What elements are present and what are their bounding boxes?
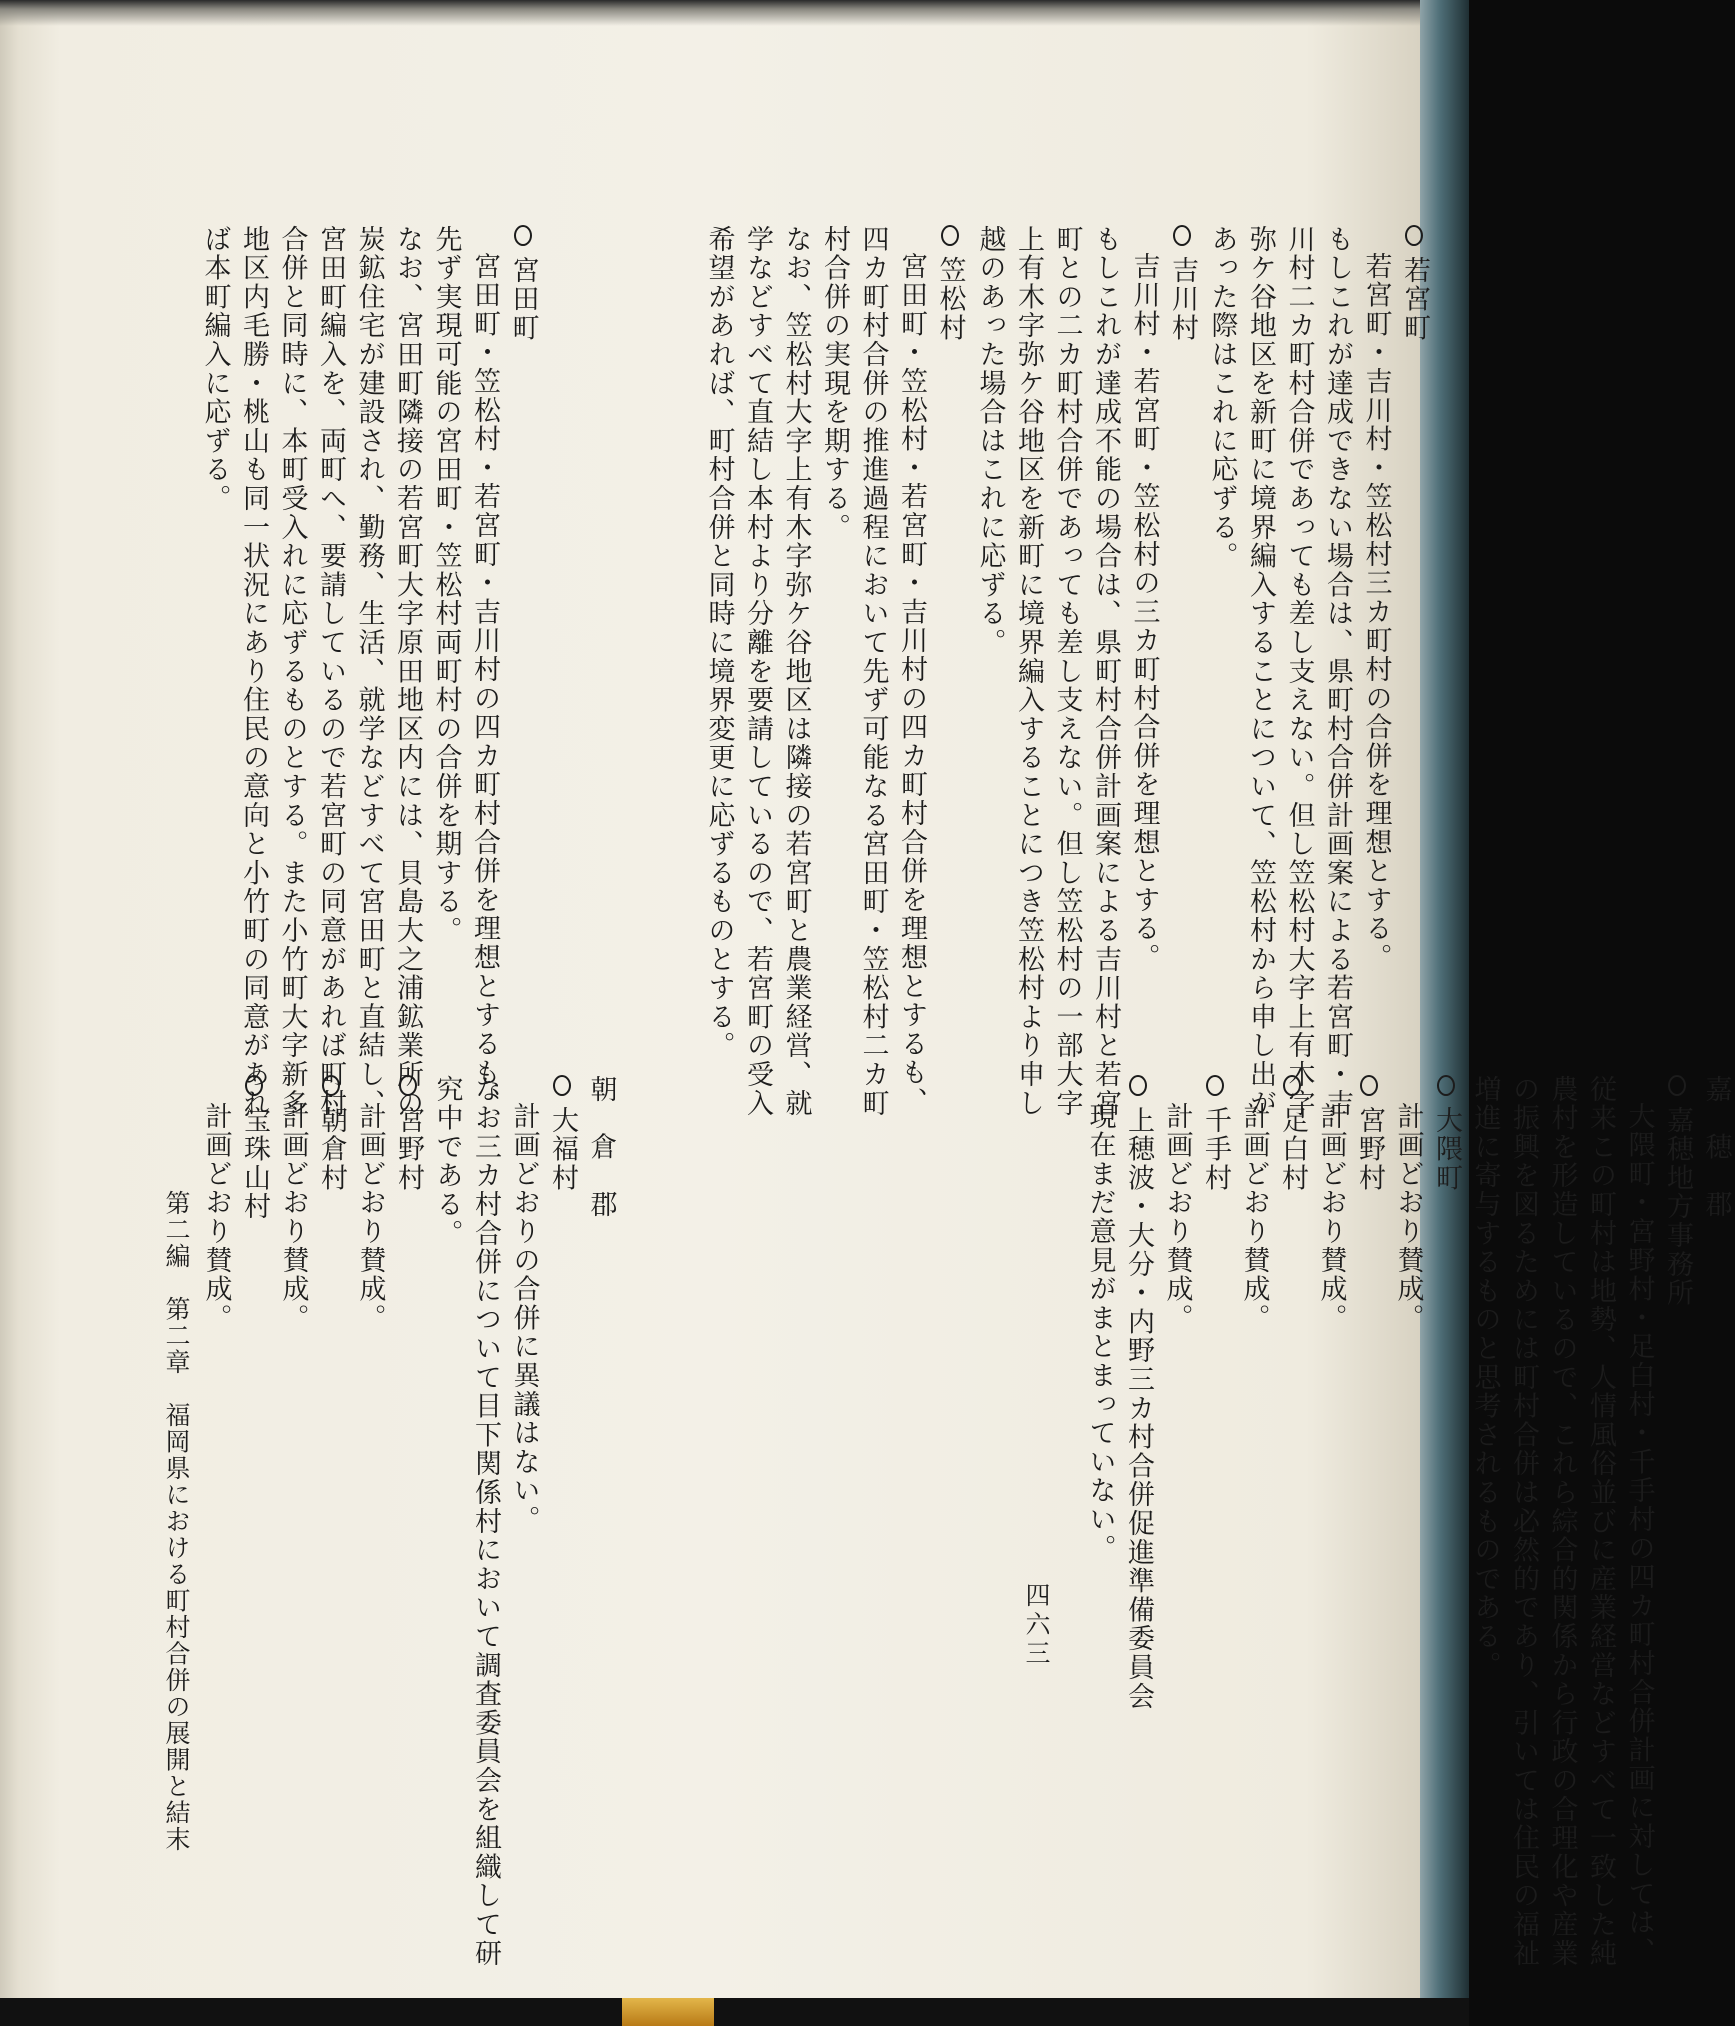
text-line: 若宮町・吉川村・笠松村三カ町村の合併を理想とする。: [1360, 252, 1392, 972]
circle-bullet-icon: [553, 1075, 571, 1096]
running-footer: 第二編 第二章 福岡県における町村合併の展開と結末: [162, 1190, 191, 1853]
text-line: 地区内毛勝・桃山も同一状況にあり住民の意向と小竹町の同意があれ: [238, 225, 269, 1118]
circle-bullet-icon: [245, 1075, 263, 1096]
text-line: 希望があれば、町村合併と同時に境界変更に応ずるものとする。: [703, 225, 735, 1061]
circle-bullet-icon: [1206, 1075, 1224, 1096]
text-line: 大隈町・宮野村・足白村・千手村の四カ町村合併計画に対しては、: [1623, 1102, 1655, 1966]
circle-bullet-icon: [1173, 225, 1191, 246]
text-line: 計画どおりの合併に異議はない。: [508, 1102, 540, 1534]
text-line: 上有木字弥ケ谷地区を新町に境界編入することにつき笠松村より申し: [1013, 225, 1044, 1118]
text-line: あった際はこれに応ずる。: [1206, 225, 1238, 571]
entry-heading: 朝倉村: [312, 1075, 351, 1968]
text-line: 学などすべて直結し本村より分離を要請しているので、若宮町の受入: [742, 225, 773, 1118]
circle-bullet-icon: [941, 225, 959, 246]
bottom-band: [0, 1998, 1469, 2026]
entry-heading: 上穂波・大分・内野三カ村合併促進準備委員会: [1119, 1075, 1158, 1968]
text-line: 農村を形造しているので、これら綜合的関係から行政の合理化や産業: [1546, 1075, 1578, 1968]
entry-text: 計画どおり賛成。: [1238, 1102, 1270, 1333]
entry-heading: 千手村: [1196, 1075, 1235, 1968]
text-line: ば本町編入に応ずる。: [199, 225, 231, 513]
bottom-tab: [622, 1998, 714, 2026]
text-line: 先ず実現可能の宮田町・笠松村両町村の合併を期する。: [430, 225, 462, 945]
entry-heading: 宝珠山村: [235, 1075, 274, 1968]
section-heading: 宮田町: [503, 225, 542, 1118]
section-wakamiya: [1202, 225, 1433, 1118]
text-line: 川村二カ町村合併であっても差し支えない。但し笠松村大字上有木字: [1283, 225, 1315, 1118]
text-line: もしこれが達成できない場合は、県町村合併計画案による若宮町・吉: [1322, 225, 1353, 1118]
page-number: 四六三: [1022, 1582, 1051, 1669]
entry-heading: 大福村: [543, 1075, 582, 1968]
circle-bullet-icon: [1405, 225, 1423, 246]
entry-heading: 足白村: [1273, 1075, 1312, 1968]
circle-bullet-icon: [1129, 1075, 1147, 1096]
circle-bullet-icon: [1283, 1075, 1301, 1096]
circle-bullet-icon: [514, 225, 532, 246]
section-heading: 笠松村: [930, 225, 969, 1118]
entry-heading: 宮野村: [1350, 1075, 1389, 1968]
district-title: 嘉 穂 郡: [1700, 1075, 1732, 1219]
text-line: なお三カ村合併について目下関係村において調査委員会を組織して研: [470, 1075, 501, 1968]
circle-bullet-icon: [399, 1075, 417, 1096]
entry-text: 計画どおり賛成。: [354, 1102, 386, 1333]
text-line: の振興を図るためには町村合併は必然的であり、引いては住民の福祉: [1508, 1075, 1539, 1968]
district-title: 朝 倉 郡: [585, 1075, 617, 1219]
text-line: 宮田町・笠松村・若宮町・吉川村の四カ町村合併を理想とするも、: [896, 252, 927, 1116]
text-line: 究中である。: [431, 1075, 463, 1248]
entry-text: 計画どおり賛成。: [200, 1102, 232, 1333]
section-miyata: [195, 225, 542, 1118]
text-line: 宮田町編入を、両町へ、要請しているので若宮町の同意があれば町村: [315, 225, 346, 1118]
entry-text: 現在まだ意見がまとまっていない。: [1084, 1102, 1116, 1563]
entry-text: 計画どおり賛成。: [1161, 1102, 1193, 1333]
text-line: もしこれが達成不能の場合は、県町村合併計画案による吉川村と若宮: [1090, 225, 1121, 1118]
office-heading: 嘉穂地方事務所: [1658, 1075, 1697, 1968]
section-heading: 若宮町: [1395, 225, 1434, 1118]
entry-text: 計画どおり賛成。: [1315, 1102, 1347, 1333]
text-line: 合併と同時に、本町受入れに応ずるものとする。また小竹町大字新多: [276, 225, 308, 1118]
entry-text: 計画どおり賛成。: [277, 1102, 309, 1333]
entry-text: 計画どおり賛成。: [1392, 1102, 1424, 1333]
circle-bullet-icon: [1437, 1075, 1455, 1096]
circle-bullet-icon: [322, 1075, 340, 1096]
section-yoshikawa: [970, 225, 1201, 1118]
text-line: なお、宮田町隣接の若宮町大字原田地区内には、貝島大之浦鉱業所の: [392, 225, 423, 1118]
text-line: 炭鉱住宅が建設され、勤務、生活、就学などすべて宮田町と直結し、: [353, 225, 385, 1118]
circle-bullet-icon: [1360, 1075, 1378, 1096]
text-line: 村合併の実現を期する。: [819, 225, 850, 542]
text-line: 弥ケ谷地区を新町に境界編入することについて、笠松村から申し出が: [1245, 225, 1276, 1118]
top-shadow: [0, 0, 1420, 26]
text-line: 吉川村・若宮町・笠松村の三カ町村合併を理想とする。: [1128, 252, 1160, 972]
entry-heading: 大隈町: [1427, 1075, 1466, 1968]
section-kasamatsu: [699, 225, 969, 1118]
text-line: 町との二カ町村合併であっても差し支えない。但し笠松村の一部大字: [1051, 225, 1083, 1118]
section-kaho-district: [1080, 1075, 1735, 1968]
text-line: 越のあった場合はこれに応ずる。: [974, 225, 1006, 657]
circle-bullet-icon: [1668, 1075, 1686, 1096]
text-line: 四カ町村合併の推進過程において先ず可能なる宮田町・笠松村二カ町: [857, 225, 889, 1118]
text-line: 従来この町村は地勢、人情風俗並びに産業経営などすべて一致した純: [1585, 1075, 1616, 1968]
text-line: 増進に寄与するものと思考されるものである。: [1469, 1075, 1501, 1680]
section-asakura-district: [196, 1075, 620, 1968]
text-line: なお、笠松村大字上有木字弥ケ谷地区は隣接の若宮町と農業経営、就: [780, 225, 812, 1118]
text-line: 宮田町・笠松村・若宮町・吉川村の四カ町村合併を理想とするも、: [469, 252, 500, 1116]
entry-heading: 宮野村: [389, 1075, 428, 1968]
section-heading: 吉川村: [1163, 225, 1202, 1118]
